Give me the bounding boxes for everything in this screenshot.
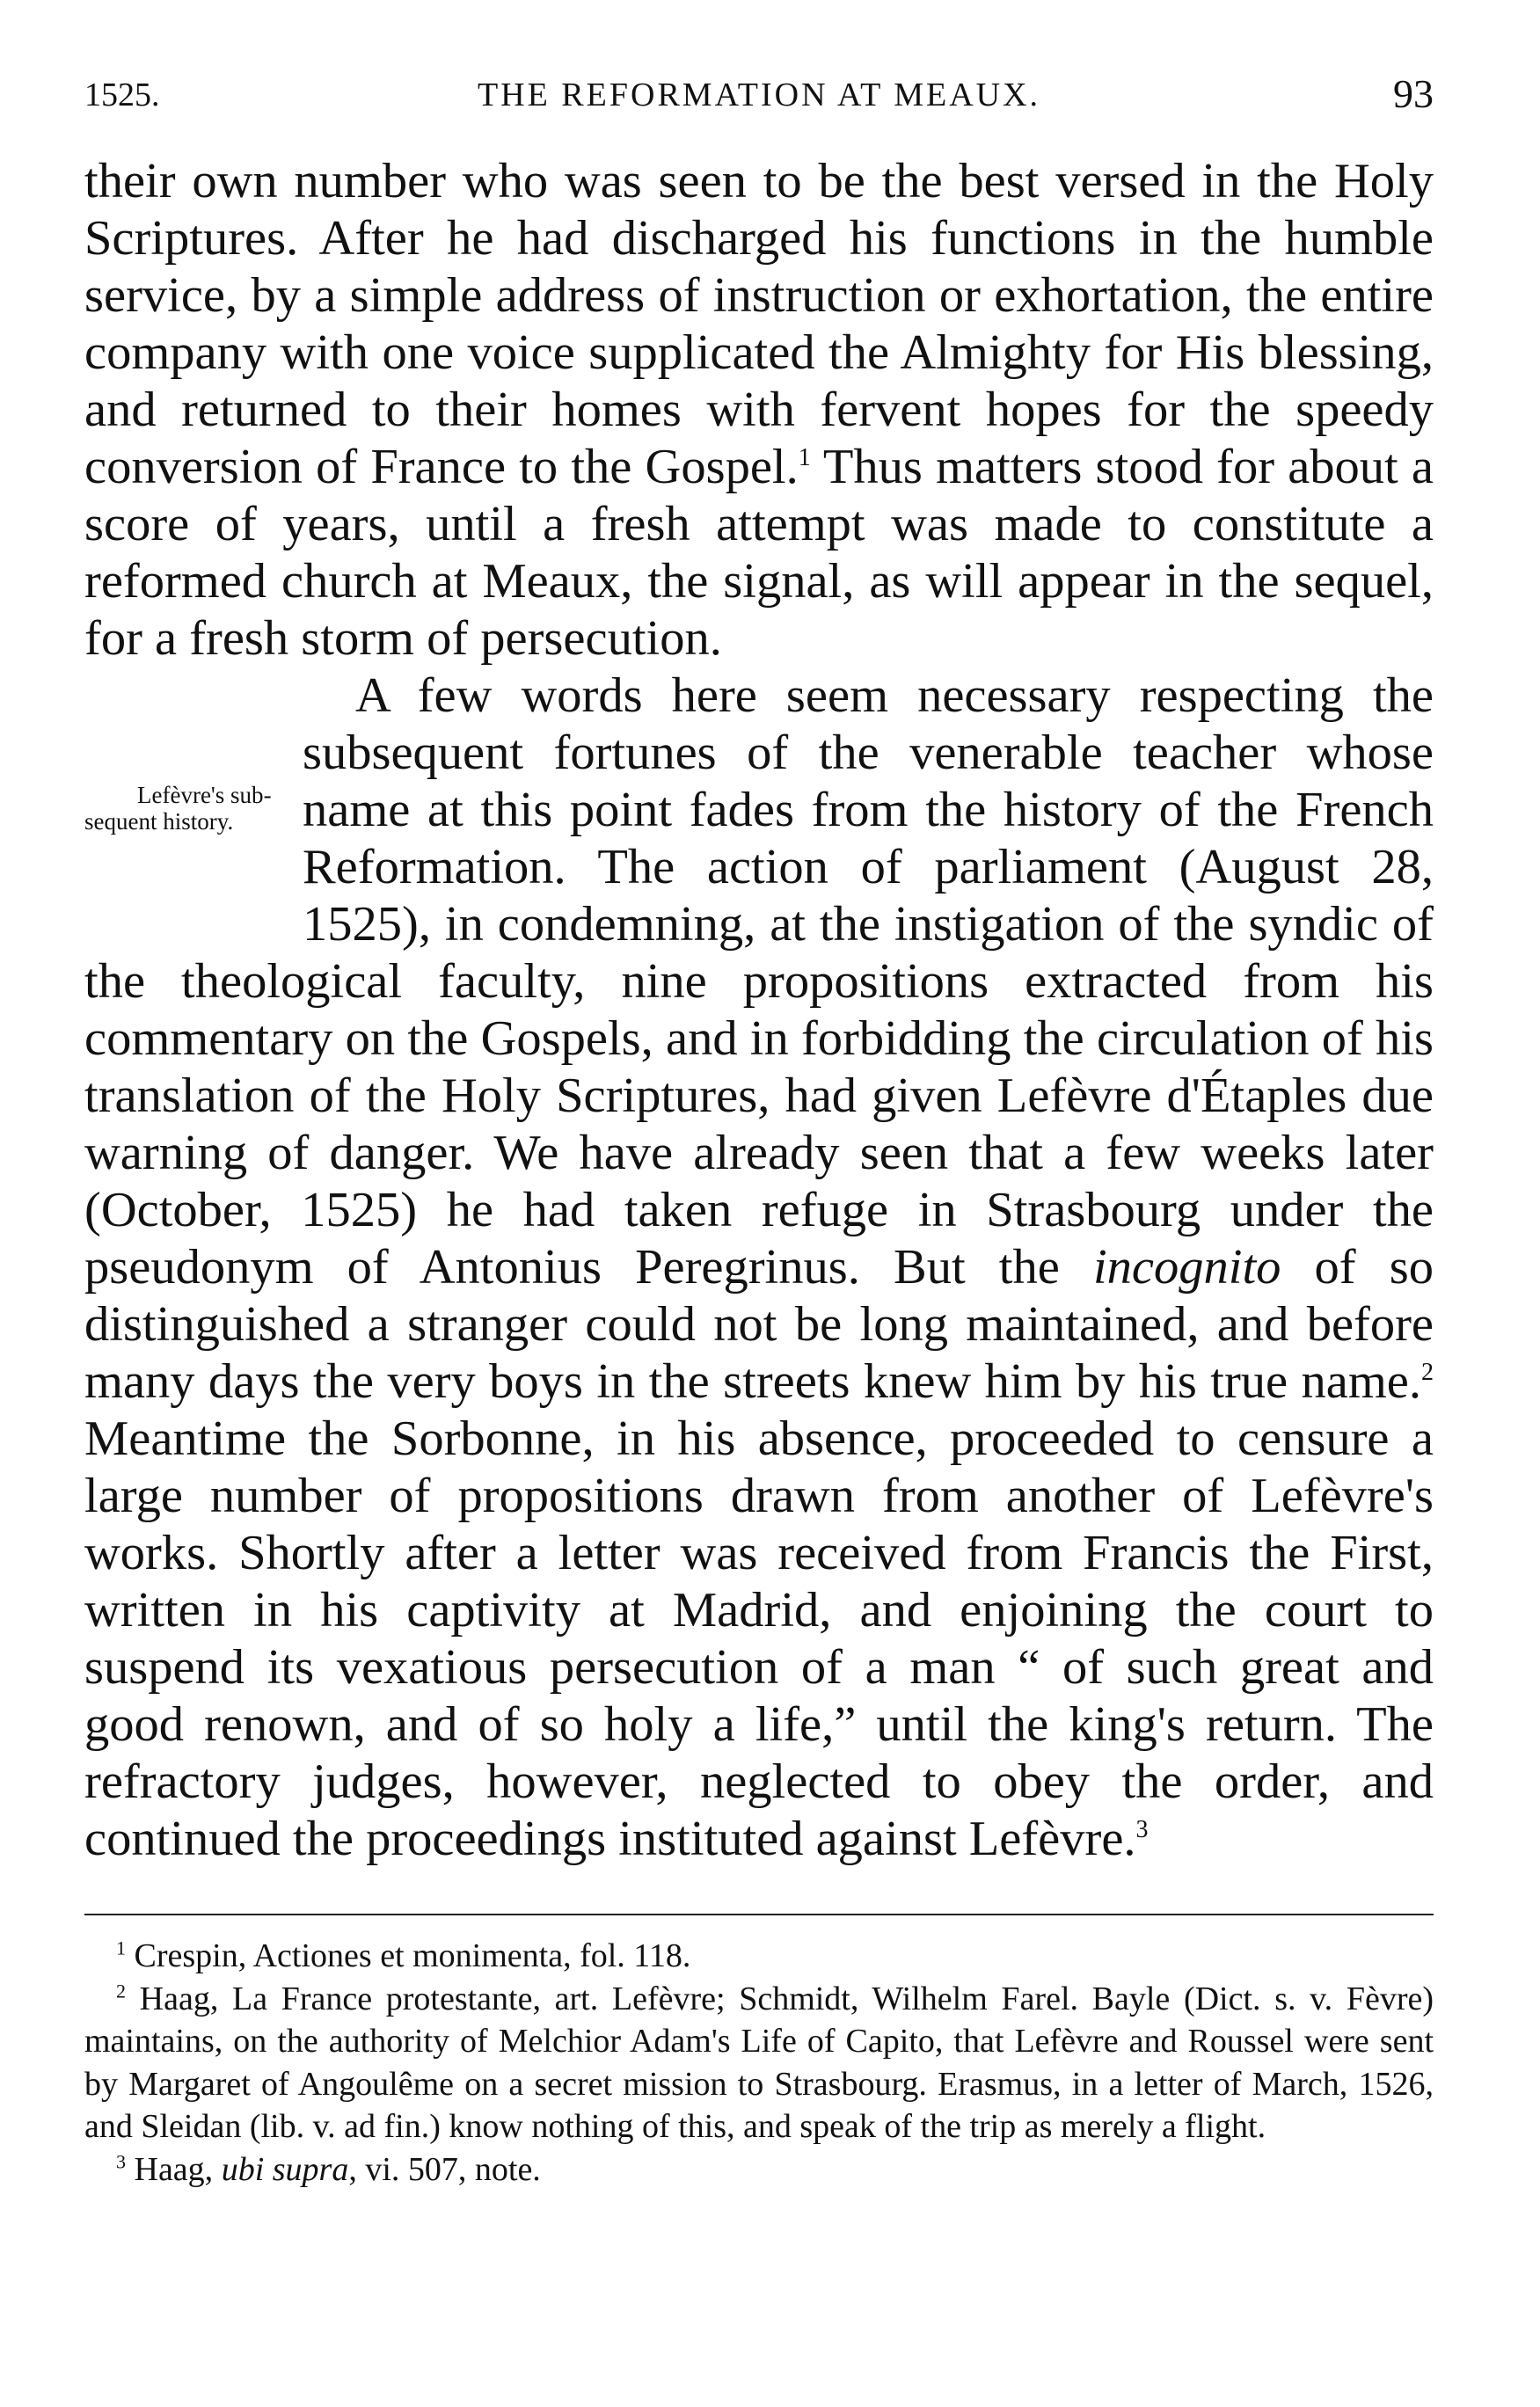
main-text — [84, 153, 1434, 1868]
footnote-2-text: Haag, La France protestante, art. Lefèvre; Schmidt, Wilhelm Farel. Bayle (Dict. s. v. Fèvre) maintains, on the authority of Melchior Adam's Life of Capito, that Lefèvre and Roussel were sent by Margaret of Angoulême on a secret mission to Strasbourg. Erasmus, in a letter of March, 1526, and Sleidan (lib. v. ad fin.) know nothing of this, and speak of the trip as merely a flight. — [84, 1980, 1434, 2145]
footnote-3-mark: 3 — [116, 2149, 126, 2172]
page-number: 93 — [1393, 71, 1434, 116]
footnote-1-mark: 1 — [116, 1937, 126, 1959]
running-title: THE REFORMATION AT MEAUX. — [477, 77, 1041, 113]
header-year: 1525. — [84, 77, 160, 113]
footnote-ref-1: 1 — [798, 444, 811, 472]
paragraph-2-text-a: A few words here seem necessary respecting the subsequent fortunes of the venerable teacher whose name at this point fades from the history of the French Reformation. The action of parliament (August 28, 1525), in condemning, at the instigation of the syndic of the theological faculty, nine propositions extracted from his commentary on the Gospels, and in forbidding the circulation of his translation of the Holy Scriptures, had given Lefèvre d'Étaples due warning of danger. We have already seen that a few weeks later (October, 1525) he had taken refuge in Strasbourg under the pseudonym of Antonius Peregrinus. But the — [84, 668, 1434, 1295]
footnote-2-mark: 2 — [116, 1979, 126, 2002]
footnote-3-text-b: , vi. 507, note. — [348, 2150, 541, 2188]
italic-incognito: incognito — [1092, 1240, 1281, 1295]
footnote-2 — [84, 1978, 1434, 2148]
footnote-1-text: Crespin, Actiones et monimenta, fol. 118. — [126, 1937, 691, 1974]
margin-spacer — [84, 667, 285, 725]
paragraph-2-text-b: of so distinguished a stranger could not be long maintained, and before many days the very boys in the streets knew him by his true name. — [84, 1240, 1434, 1409]
paragraph-2-text-c: Meantime the Sorbonne, in his absence, proceeded to censure a large number of propositions drawn from another of Lefèvre's works. Shortly after a letter was received from Francis the First, written in his captivity at Madrid, and enjoining the court to suspend its vexatious persecution of a man “ of such great and good renown, and of so holy a life,” until the king's return. The refractory judges, however, neglected to obey the order, and continued the proceedings instituted against Lefèvre. — [84, 1411, 1434, 1866]
running-header — [84, 62, 1434, 123]
book-page — [84, 62, 1434, 2191]
footnote-3-text-a: Haag, — [126, 2150, 222, 2188]
footnote-3 — [84, 2148, 1434, 2192]
footnotes — [84, 1935, 1434, 2191]
footnote-ref-3: 3 — [1135, 1816, 1149, 1844]
footnote-ref-2: 2 — [1421, 1359, 1434, 1387]
footnote-1 — [84, 1935, 1434, 1978]
marginal-note: Lefèvre's subsequent history. — [84, 782, 272, 835]
margin-spacer — [84, 725, 285, 782]
paragraph-2 — [84, 667, 1434, 1868]
paragraph-1-text-a: their own number who was seen to be the best versed in the Holy Scriptures. After he had discharged his functions in the humble service, by a simple address of instruction or exhortation, the entire company with one voice supplicated the Almighty for His blessing, and returned to their homes with fervent hopes for the speedy conversion of France to the Gospel. — [84, 154, 1434, 494]
footnote-3-italic: ubi supra — [221, 2150, 349, 2188]
paragraph-1-text-b: Thus matters stood for about a score of years, until a fresh attempt was made to constitute a reformed church at Meaux, the signal, as will appear in the sequel, for a fresh storm of persecution. — [84, 440, 1434, 666]
footnote-rule — [84, 1914, 1434, 1915]
paragraph-1 — [84, 153, 1434, 667]
